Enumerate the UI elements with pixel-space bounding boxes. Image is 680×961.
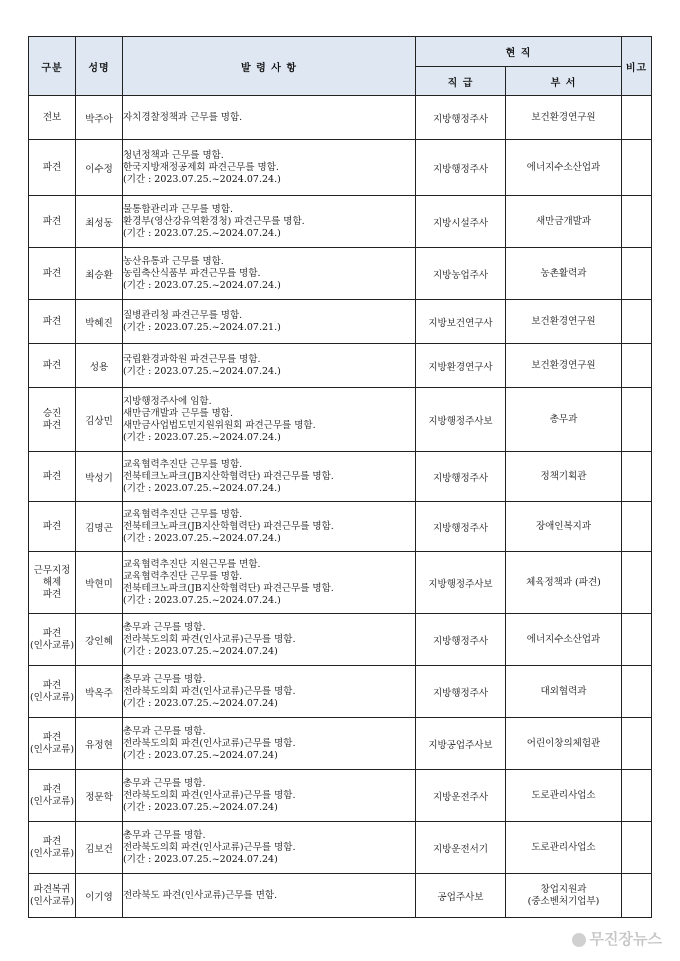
table-body	[29, 96, 652, 918]
header-note: 비고	[622, 37, 652, 96]
watermark-logo-icon	[572, 933, 586, 947]
dept-line: 체육정책과 (파견)	[526, 576, 601, 588]
dept-line: 대외협력과	[540, 685, 587, 697]
cell-grade: 지방시설주사	[416, 196, 506, 248]
order-line: (기간 : 2023.07.25.~2024.07.24.)	[123, 532, 281, 544]
cell-type	[29, 300, 76, 344]
cell-grade: 지방행정주사	[416, 96, 506, 140]
dept-line: 에너지수소산업과	[526, 633, 601, 645]
cell-grade: 공업주사보	[416, 874, 506, 918]
cell-name: 최성동	[76, 196, 123, 248]
order-line: 한국지방재정공제회 파견근무를 명함.	[123, 161, 279, 173]
order-line: 국립환경과학원 파견근무를 명함.	[123, 353, 261, 365]
type-line: (인사교류)	[29, 795, 75, 807]
table-row	[29, 552, 652, 614]
type-line: 승진	[42, 407, 62, 419]
dept-line: 장애인복지과	[535, 520, 592, 532]
cell-name: 최승환	[76, 248, 123, 300]
order-line: 전라북도의회 파견(인사교류)근무를 명함.	[123, 685, 296, 697]
order-line: (기간 : 2023.07.25.~2024.07.24.)	[123, 173, 281, 185]
cell-note	[622, 822, 652, 874]
cell-type	[29, 96, 76, 140]
cell-note	[622, 614, 652, 666]
order-line: (기간 : 2023.07.25.~2024.07.24)	[123, 749, 278, 761]
cell-type	[29, 248, 76, 300]
type-line: 파견	[42, 215, 62, 227]
cell-note	[622, 718, 652, 770]
cell-note	[622, 300, 652, 344]
order-line: 농림축산식품부 파견근무를 명함.	[123, 267, 261, 279]
order-line: 교육협력추진단 근무를 명함.	[123, 508, 243, 520]
cell-note	[622, 96, 652, 140]
order-line: 교육협력추진단 근무를 명함.	[123, 570, 243, 582]
cell-note	[622, 196, 652, 248]
cell-orders	[123, 770, 416, 822]
header-orders: 발 령 사 항	[123, 37, 416, 96]
order-line: (기간 : 2023.07.25.~2024.07.24)	[123, 801, 278, 813]
cell-dept	[506, 388, 622, 452]
order-line: (기간 : 2023.07.25.~2024.07.24.)	[123, 365, 281, 377]
type-line: 파견	[42, 731, 62, 743]
cell-orders	[123, 388, 416, 452]
cell-dept	[506, 140, 622, 196]
cell-type	[29, 344, 76, 388]
order-line: 총무과 근무를 명함.	[123, 777, 206, 789]
table-row	[29, 822, 652, 874]
type-line: 파견	[42, 161, 62, 173]
table-row	[29, 614, 652, 666]
type-line: 파견	[42, 419, 62, 431]
type-line: 해제	[42, 576, 62, 588]
cell-name: 박현미	[76, 552, 123, 614]
type-line: (인사교류)	[29, 743, 75, 755]
cell-dept	[506, 874, 622, 918]
dept-line: 도로관리사업소	[531, 841, 596, 853]
type-line: 파견	[42, 835, 62, 847]
cell-type	[29, 614, 76, 666]
cell-note	[622, 770, 652, 822]
dept-line: 에너지수소산업과	[526, 161, 601, 173]
order-line: 총무과 근무를 명함.	[123, 673, 206, 685]
order-line: 전북테크노파크(JB지산학협력단) 파견근무를 명함.	[123, 520, 334, 532]
order-line: 새만금개발과 근무를 명함.	[123, 407, 234, 419]
cell-name: 김보건	[76, 822, 123, 874]
order-line: (기간 : 2023.07.25.~2024.07.24)	[123, 853, 278, 865]
cell-name: 김상민	[76, 388, 123, 452]
dept-line: 새만금개발과	[535, 215, 592, 227]
order-line: (기간 : 2023.07.25.~2024.07.21.)	[123, 321, 281, 333]
cell-grade: 지방공업주사보	[416, 718, 506, 770]
order-line: 전라북도의회 파견(인사교류)근무를 명함.	[123, 841, 296, 853]
order-line: 지방행정주사에 임함.	[123, 395, 212, 407]
table-row	[29, 502, 652, 552]
table-row	[29, 718, 652, 770]
order-line: 질병관리청 파견근무를 명함.	[123, 309, 243, 321]
cell-grade: 지방보건연구사	[416, 300, 506, 344]
dept-line: 어린이창의체험관	[526, 737, 601, 749]
order-line: 전라북도의회 파견(인사교류)근무를 명함.	[123, 789, 296, 801]
cell-orders	[123, 666, 416, 718]
type-line: 파견	[42, 679, 62, 691]
order-line: 총무과 근무를 명함.	[123, 725, 206, 737]
cell-note	[622, 502, 652, 552]
cell-grade: 지방운전주사	[416, 770, 506, 822]
cell-note	[622, 874, 652, 918]
header-grade: 직 급	[416, 67, 506, 96]
cell-name: 성용	[76, 344, 123, 388]
order-line: 물통합관리과 근무를 명함.	[123, 203, 234, 215]
order-line: 전라북도의회 파견(인사교류)근무를 명함.	[123, 633, 296, 645]
header-dept: 부 서	[506, 67, 622, 96]
type-line: (인사교류)	[29, 847, 75, 859]
type-line: (인사교류)	[29, 639, 75, 651]
cell-type	[29, 666, 76, 718]
cell-orders	[123, 552, 416, 614]
type-line: 파견	[42, 627, 62, 639]
type-line: 근무지정	[33, 564, 71, 576]
cell-dept	[506, 718, 622, 770]
cell-type	[29, 770, 76, 822]
type-line: 파견복귀	[33, 883, 71, 895]
personnel-orders-table	[28, 36, 652, 918]
news-watermark	[572, 928, 662, 949]
cell-type	[29, 452, 76, 502]
cell-note	[622, 452, 652, 502]
table-row	[29, 196, 652, 248]
table-row	[29, 140, 652, 196]
cell-note	[622, 552, 652, 614]
order-line: 총무과 근무를 명함.	[123, 621, 206, 633]
header-current: 현 직	[416, 37, 622, 67]
cell-note	[622, 140, 652, 196]
cell-grade: 지방행정주사보	[416, 552, 506, 614]
cell-type	[29, 502, 76, 552]
cell-dept	[506, 96, 622, 140]
cell-orders	[123, 248, 416, 300]
cell-name: 유정현	[76, 718, 123, 770]
order-line: 새만금사업법도민지원위원회 파견근무를 명함.	[123, 419, 316, 431]
table-row	[29, 248, 652, 300]
type-line: 파견	[42, 267, 62, 279]
table-row	[29, 300, 652, 344]
cell-type	[29, 140, 76, 196]
cell-grade: 지방행정주사	[416, 502, 506, 552]
cell-orders	[123, 502, 416, 552]
order-line: (기간 : 2023.07.25.~2024.07.24)	[123, 645, 278, 657]
cell-name: 박옥주	[76, 666, 123, 718]
order-line: 전라북도 파견(인사교류)근무를 면함.	[123, 889, 278, 901]
table-row	[29, 666, 652, 718]
cell-orders	[123, 96, 416, 140]
cell-name: 강인혜	[76, 614, 123, 666]
cell-dept	[506, 822, 622, 874]
cell-type	[29, 718, 76, 770]
cell-note	[622, 666, 652, 718]
cell-dept	[506, 666, 622, 718]
table-row	[29, 452, 652, 502]
dept-line: 보건환경연구원	[531, 359, 596, 371]
type-line: (인사교류)	[29, 691, 75, 703]
cell-orders	[123, 614, 416, 666]
cell-type	[29, 388, 76, 452]
cell-orders	[123, 196, 416, 248]
order-line: 교육협력추진단 근무를 명함.	[123, 458, 243, 470]
type-line: 전보	[42, 111, 62, 123]
order-line: (기간 : 2023.07.25.~2024.07.24.)	[123, 594, 281, 606]
cell-type	[29, 874, 76, 918]
dept-line: 정책기획관	[540, 470, 587, 482]
dept-line: 농촌활력과	[540, 267, 587, 279]
cell-dept	[506, 300, 622, 344]
cell-orders	[123, 452, 416, 502]
cell-orders	[123, 718, 416, 770]
order-line: 전북테크노파크(JB지산학협력단) 파견근무를 명함.	[123, 470, 334, 482]
order-line: 청년정책과 근무를 명함.	[123, 149, 224, 161]
dept-line: 도로관리사업소	[531, 789, 596, 801]
order-line: 환경부(영산강유역환경청) 파견근무를 명함.	[123, 215, 305, 227]
type-line: 파견	[42, 470, 62, 482]
order-line: 총무과 근무를 명함.	[123, 829, 206, 841]
cell-grade: 지방환경연구사	[416, 344, 506, 388]
order-line: 교육협력추진단 지원근무를 면함.	[123, 558, 261, 570]
table-row	[29, 874, 652, 918]
cell-type	[29, 552, 76, 614]
cell-type	[29, 822, 76, 874]
cell-dept	[506, 452, 622, 502]
cell-type	[29, 196, 76, 248]
cell-grade: 지방행정주사	[416, 666, 506, 718]
cell-name: 박성기	[76, 452, 123, 502]
cell-note	[622, 388, 652, 452]
cell-orders	[123, 344, 416, 388]
cell-note	[622, 248, 652, 300]
cell-name: 정문학	[76, 770, 123, 822]
type-line: 파견	[42, 315, 62, 327]
order-line: 농산유통과 근무를 명함.	[123, 255, 224, 267]
watermark-text: 무진장뉴스	[589, 930, 662, 948]
cell-grade: 지방운전서기	[416, 822, 506, 874]
cell-dept	[506, 552, 622, 614]
cell-dept	[506, 614, 622, 666]
dept-line: (중소벤처기업부)	[527, 895, 600, 907]
table-row	[29, 344, 652, 388]
cell-grade: 지방행정주사보	[416, 388, 506, 452]
dept-line: 보건환경연구원	[531, 111, 596, 123]
order-line: 자치경찰정책과 근무를 명함.	[123, 111, 243, 123]
order-line: 전라북도의회 파견(인사교류)근무를 명함.	[123, 737, 296, 749]
order-line: 전북테크노파크(JB지산학협력단) 파견근무를 명함.	[123, 582, 334, 594]
cell-orders	[123, 140, 416, 196]
cell-orders	[123, 300, 416, 344]
type-line: (인사교류)	[29, 895, 75, 907]
order-line: (기간 : 2023.07.25.~2024.07.24.)	[123, 227, 281, 239]
dept-line: 총무과	[549, 413, 578, 425]
table-row	[29, 770, 652, 822]
order-line: (기간 : 2023.07.25.~2024.07.24.)	[123, 279, 281, 291]
cell-dept	[506, 770, 622, 822]
cell-note	[622, 344, 652, 388]
order-line: (기간 : 2023.07.25.~2024.07.24.)	[123, 482, 281, 494]
table-row	[29, 388, 652, 452]
cell-dept	[506, 196, 622, 248]
table-row	[29, 96, 652, 140]
order-line: (기간 : 2023.07.25.~2024.07.24)	[123, 697, 278, 709]
type-line: 파견	[42, 783, 62, 795]
cell-name: 박혜진	[76, 300, 123, 344]
cell-grade: 지방행정주사	[416, 452, 506, 502]
dept-line: 창업지원과	[540, 883, 587, 895]
cell-grade: 지방농업주사	[416, 248, 506, 300]
cell-orders	[123, 822, 416, 874]
order-line: (기간 : 2023.07.25.~2024.07.24.)	[123, 431, 281, 443]
cell-dept	[506, 502, 622, 552]
cell-name: 김명곤	[76, 502, 123, 552]
cell-name: 박주아	[76, 96, 123, 140]
cell-orders	[123, 874, 416, 918]
cell-dept	[506, 248, 622, 300]
type-line: 파견	[42, 520, 62, 532]
type-line: 파견	[42, 588, 62, 600]
type-line: 파견	[42, 359, 62, 371]
header-type: 구분	[29, 37, 76, 96]
dept-line: 보건환경연구원	[531, 315, 596, 327]
cell-dept	[506, 344, 622, 388]
cell-name: 이기영	[76, 874, 123, 918]
cell-name: 이수정	[76, 140, 123, 196]
cell-grade: 지방행정주사	[416, 614, 506, 666]
header-name: 성명	[76, 37, 123, 96]
cell-grade: 지방행정주사	[416, 140, 506, 196]
